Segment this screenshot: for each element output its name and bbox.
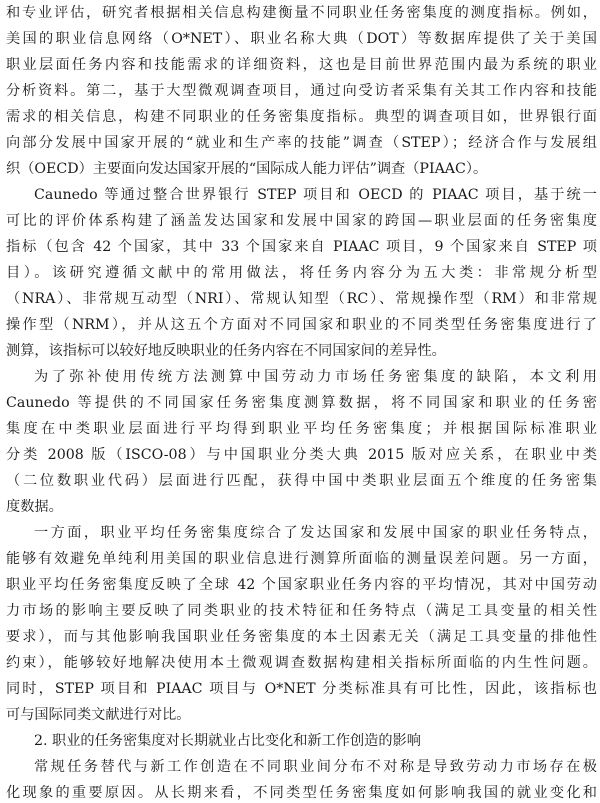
- section-heading: 2. 职业的任务密集度对长期就业占比变化和新工作创造的影响: [34, 733, 421, 749]
- text-line: 度数据。: [6, 499, 63, 515]
- text-line: 力市场的影响主要反映了同类职业的技术特征和任务特点（满足工具变量的相关性: [6, 603, 597, 619]
- text-line: 为了弥补使用传统方法测算中国劳动力市场任务密集度的缺陷，本文利用: [34, 369, 597, 385]
- text-line: 目）。该研究遵循文献中的常用做法，将任务内容分为五大类：非常规分析型: [6, 265, 597, 281]
- text-line: 化现象的重要原因。从长期来看，不同类型任务密集度如何影响我国的就业变化和: [6, 785, 597, 801]
- text-line: 集度在中类职业层面进行平均得到职业平均任务密集度；并根据国际标准职业: [6, 421, 597, 437]
- text-line: 常规任务替代与新工作创造在不同职业间分布不对称是导致劳动力市场存在极: [34, 759, 597, 775]
- text-line: 测算，该指标可以较好地反映职业的任务内容在不同国家间的差异性。: [6, 343, 446, 359]
- text-line: 操作型（NRM），并从这五个方面对不同国家和职业的不同类型任务密集度进行了: [6, 317, 597, 333]
- text-line: 美国的职业信息网络（O*NET）、职业名称大典（DOT）等数据库提供了关于美国: [6, 31, 597, 47]
- text-line: 分析资料。第二，基于大型微观调查项目，通过向受访者采集有关其工作内容和技能: [6, 83, 597, 99]
- text-line: （NRA）、非常规互动型（NRI）、常规认知型（RC）、常规操作型（RM）和非常规: [6, 291, 597, 307]
- text-line: 职业平均任务密集度反映了全球 42 个国家职业任务内容的平均情况，其对中国劳动: [6, 577, 597, 593]
- text-line: 织（OECD）主要面向发达国家开展的“国际成人能力评估”调查（PIAAC）。: [6, 161, 488, 177]
- text-line: 要求），而与其他影响我国职业任务密集度的本土因素无关（满足工具变量的排他性: [6, 629, 597, 645]
- text-line: Caunedo 等通过整合世界银行 STEP 项目和 OECD 的 PIAAC 项目，基于统一: [34, 187, 597, 203]
- text-line: 约束），能够较好地解决使用本土微观调查数据构建相关指标所面临的内生性问题。: [6, 655, 597, 671]
- text-line: Caunedo 等提供的不同国家任务密集度测算数据，将不同国家和职业的任务密: [6, 395, 597, 411]
- text-line: 需求的相关信息，构建不同职业的任务密集度指标。典型的调查项目如，世界银行面: [6, 109, 597, 125]
- text-line: 分类 2008 版（ISCO-08）与中国职业分类大典 2015 版对应关系，在职业中类: [6, 447, 597, 463]
- text-line: 可与国际同类文献进行对比。: [6, 707, 191, 723]
- text-line: 一方面，职业平均任务密集度综合了发达国家和发展中国家的职业任务特点，: [34, 525, 597, 541]
- text-line: 和专业评估，研究者根据相关信息构建衡量不同职业任务密集度的测度指标。例如，: [6, 5, 597, 21]
- text-line: 可比的评价体系构建了涵盖发达国家和发展中国家的跨国—职业层面的任务密集度: [6, 213, 597, 229]
- text-line: 能够有效避免单纯利用美国的职业信息进行测算所面临的测量误差问题。另一方面，: [6, 551, 597, 567]
- text-line: 向部分发展中国家开展的“就业和生产率的技能”调查（STEP）；经济合作与发展组: [6, 135, 597, 151]
- text-line: 指标（包含 42 个国家，其中 33 个国家来自 PIAAC 项目，9 个国家来自 STEP 项: [6, 239, 597, 255]
- text-line: （二位数职业代码）层面进行匹配，获得中国中类职业层面五个维度的任务密集: [6, 473, 597, 489]
- text-line: 同时，STEP 项目和 PIAAC 项目与 O*NET 分类标准具有可比性，因此，该指标也: [6, 681, 597, 697]
- text-line: 职业层面任务内容和技能需求的详细资料，这也是目前世界范围内最为系统的职业: [6, 57, 597, 73]
